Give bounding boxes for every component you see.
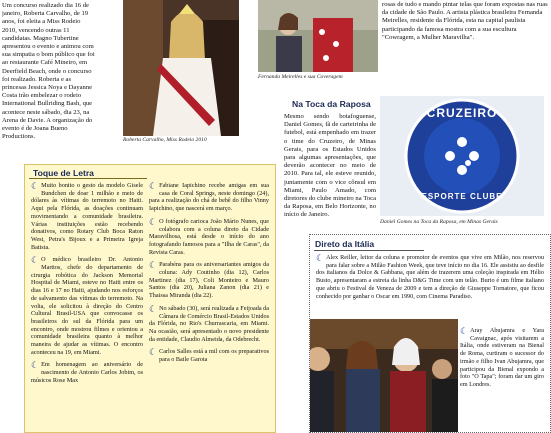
fernanda-photo-illustration [258,0,378,72]
fernanda-article-text: rosas de tudo e mando pintar telas que foram expostas nas ruas da cidade de São Paulo. A artista plástica brasileira Fernanda Meirelles, residente da Flórida, esta na capital paulista participando da famosa mostra com a sua escultura "Cowragem, a Mulher Maravilha". [382,1,548,41]
toque-note-jobim: ☾ Em homenagem ao aniversário de nascimento de Antonio Carlos Jobim, os músicos Rose Max [31,360,143,384]
crescent-moon-icon: ☾ [316,254,325,263]
toque-note-marttos: ☾ O médico brasileiro Dr. Antonio Marttos, chefe do departamento de cirurgia robótica do Jackson Memorial Hospital de Miami, esteve no Haiti entre os dias 16 e 17 no Haiti, ajudando nos esforços de salvamento das vítimas do terremoto. Na volta, ele solicitou à direção do Centro Cultural Brasil-USA que convocasse os brasileiros do sul da Flórida para um encontro, onde mostrou filmes e orientou a comunidade brasileira quanto à melhor maneira de ajudar as vítimas. O encontro aconteceu na 19, em Miami. [31,255,143,356]
fernanda-photo [258,0,378,72]
crescent-moon-icon: ☾ [149,347,158,358]
crescent-moon-icon: ☾ [149,216,158,227]
crescent-moon-icon: ☾ [31,182,40,191]
crescent-moon-icon: ☾ [31,360,40,371]
crescent-moon-icon: ☾ [149,303,158,314]
roberta-photo-illustration [123,0,239,136]
toque-title-rule [29,178,147,179]
toque-note-nunes: ☾ O fotógrafo carioca João Mário Nunes, que colabora com a coluna direto da Cidade Maravilhosa, está desde o início do ano fotografando famosos para a "Ilha de Caras", da Revista Caras. [149,216,269,256]
miss-rodeio-article [2,2,96,146]
crescent-moon-icon: ☾ [149,260,158,271]
toque-column-1 [31,182,143,432]
cruzeiro-logo [380,96,544,216]
crescent-moon-icon: ☾ [31,255,40,266]
cruzeiro-logo-top-text: CRUZEIRO [426,106,498,120]
roberta-caption: Roberta Carvalho, Miss Rodeio 2010 [123,137,207,143]
toque-note-feijoada: ☾ No sábado (30), será realizada a Feijoada da Câmara de Comércio Brasil-Estados Unidos da Flórida, no Rio's Churrascaria, em Miami. Na ocasião, será apresentado o novo presidente da entidade, Claudio Almeida, da Odebrecht. [149,303,269,343]
italia-photo-illustration [309,319,458,432]
crescent-moon-icon: ☾ [149,182,158,191]
toca-title: Na Toca da Raposa [292,99,371,109]
italia-title: Direto da Itália [315,239,375,249]
italia-abujamra-note: ☾ Aray Abujamra e Yara Cavaignac, após visitarem a Itália, onde estiveram na Bienal de Roma, curtiram o sucessor do irmão e filho Ivan Abujamra, que participou da Bienal expondo a foto "O Tapa"; foram dar um giro em Londres. [460,327,544,388]
toca-body: Mesmo sendo botafoguense, Daniel Gomes, fã de carteirinha de futebol, está empenhado em trazer o time do Cruzeiro, de Minas Gerais, para os Estados Unidos para algumas apresentações, que deverão acontecer no meio de 2010. Para tal, ele esteve reunido, juntamente com o vice cônsul em Miami, Paulo Amado, com diretores do clube mineiro na Toca da Raposa, em Belo Horizonte, no início de Janeiro. [284,113,376,219]
fernanda-caption: Fernanda Meirelles e sua Coveragem [258,74,343,80]
toque-de-letra-box [24,164,276,433]
roberta-photo [123,0,239,136]
crescent-moon-icon: ☾ [460,327,469,336]
toque-column-2 [149,182,269,432]
direto-da-italia-box [309,234,551,433]
toque-note-iapichino: ☾ Fabiane Iapichino recebe amigas em sua casa de Coral Springs, neste domingo (24), para a realização do chá de bebê do filho Vinny Iapichino, que nascerá em março. [149,182,269,213]
toque-title: Toque de Letra [33,168,94,178]
toque-note-gisele: ☾ Muito bonito o gesto da modelo Gisele Bundchen de doar 1 milhão e meio de dólares às vítimas do terremoto no Haiti. Aqui pela Flórida, as doações continuam movimentando a comunidade brasileira. Várias instituições estão recebendo donativos, como Rotary Club Boca Raton West, Petra's Bijoux e a Primeira Igreja Batista. [31,182,143,251]
italia-photo [309,319,458,432]
toque-note-birthdays: ☾ Parabéns para os aniversariantes amigos da coluna: Ady Coutinho (dia 12), Carlos Martinez (dia 17), Coli Monteiro e Mauro Santos (dia 20), Juliana Zanon (dia 21) e Thaissa Miranda (dia 22). [149,260,269,300]
miss-rodeio-text: Um concurso realizado dia 16 de janeiro, Roberta Carvalho, de 19 anos, foi eleita a Miss Rodeio 2010, vencendo outras 11 candidatas. Magno Tubertine apresentou o evento e animou com sua simpatia o bom público que foi ao restaurante Café Mineiro, em Deerfield Beach, onde o concurso foi realizado. Roberta e as princesas Jessica Noya e Dayanne Costa irão embelezar o rodeio International Bullriding Bash, que acontece neste sábado, dia 23, na Arena de Davie. A organização do evento é de Joana Bueno Productions. [2,2,95,141]
italia-reiller-note: ☾ Alex Reiller, leitor da coluna e promotor de eventos que vive em Milão, nos reservou para falar sobre a Milão Fashion Week, que teve início no dia 16. Ele assistiu ao desfile dos italianos da Dolce & Gabbana, que além de trazerem uma coleção inspirada em Hélio Busto, apresentaram a estreia da linha D&G Time com um telão. Burio é um filme italiano que abriu o Festival de Veneza de 2009 e tem a direção de Giuseppe Tornatore, que ficou conhecido por ganhar o Oscar em 1990, com Cinema Paradiso. [316,254,544,300]
italia-title-rule [314,250,424,251]
cruzeiro-logo-bottom-text: ESPORTE CLUBE [421,192,503,201]
toca-caption: Daniel Gomes na Toca da Raposa, em Minas Gerais [380,219,498,225]
toque-note-salles: ☾ Carlos Salles está a mil com os preparativos para o Baile Garota [149,347,269,364]
